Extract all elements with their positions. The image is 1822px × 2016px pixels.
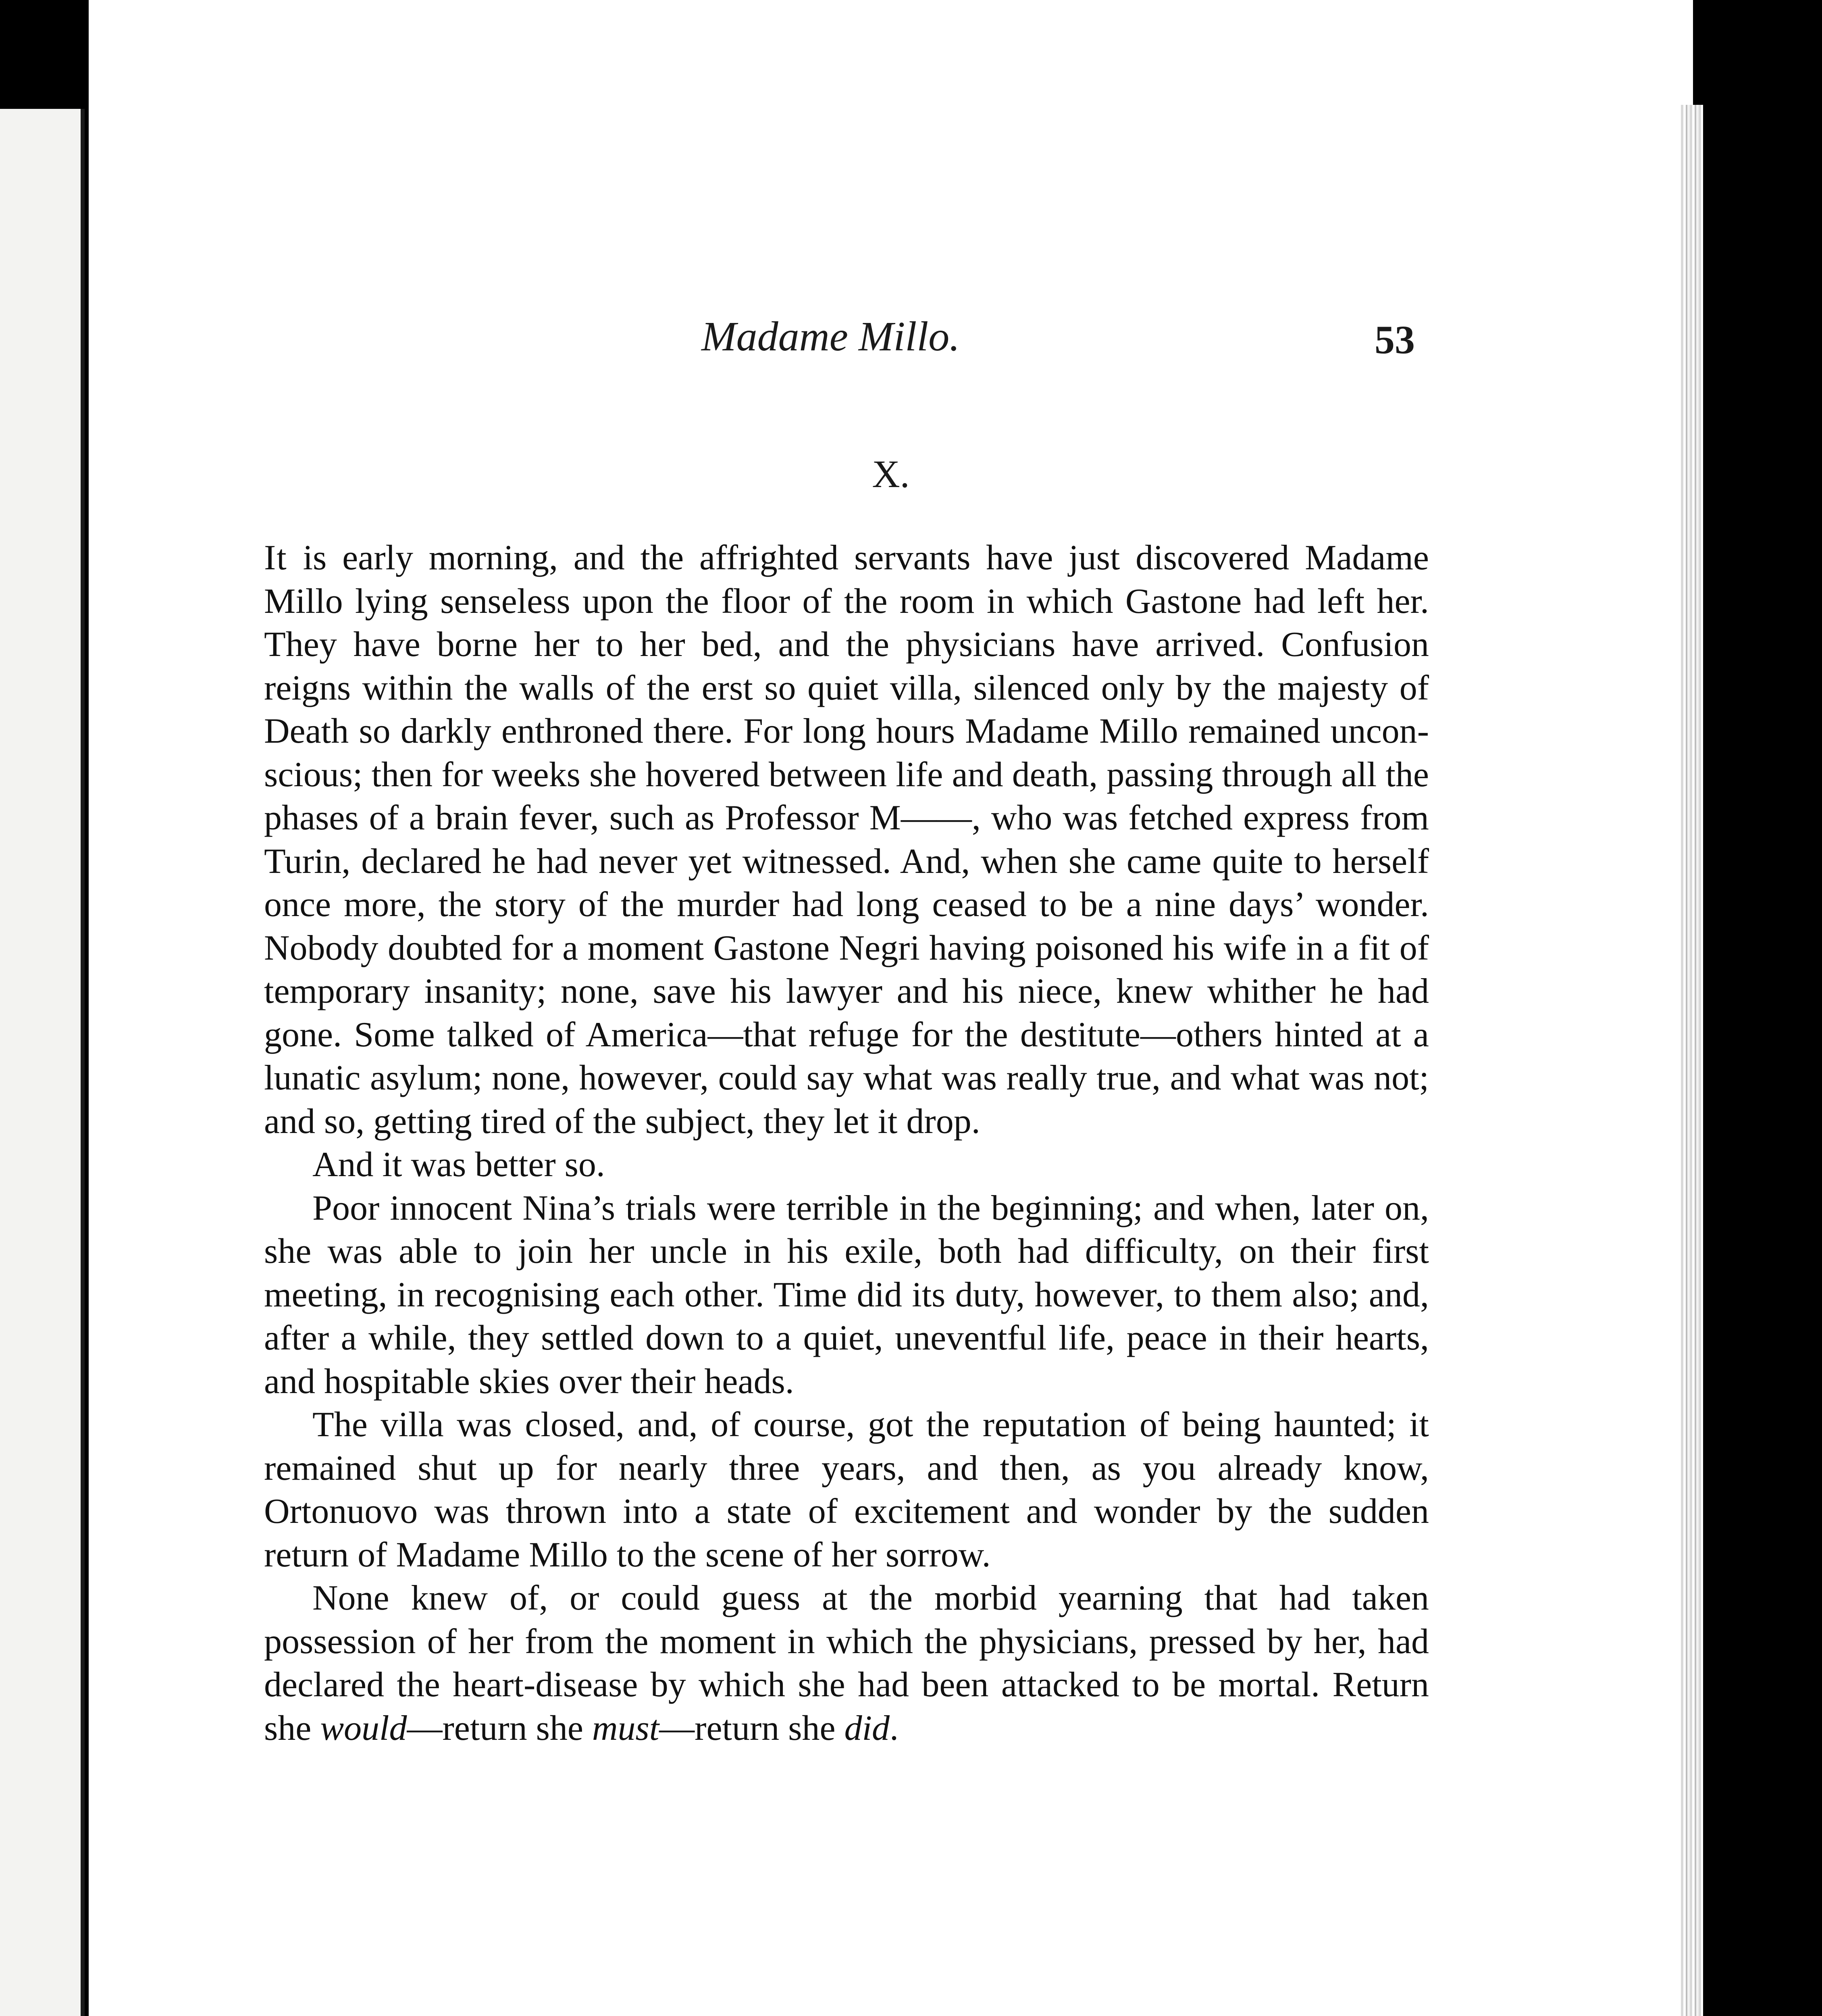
- running-head: Madame Millo.: [701, 313, 960, 360]
- facing-page-edge: [0, 109, 85, 2016]
- small-caps-opening: [264, 538, 287, 577]
- emphasis-would: would: [320, 1708, 407, 1748]
- paragraph: [264, 536, 1429, 1143]
- paragraph-text: —return she: [659, 1708, 844, 1748]
- paragraph: Poor innocent Nina’s trials were terrible in the beginning; and when, later on, she was able to join her uncle in his exile, both had difficulty, on their first meeting, in recognising each other. Time did its duty, however, to them also; and, after a while, they settled down to a quiet, uneventful life, peace in their hearts, and hospitable skies over their heads.: [264, 1188, 1429, 1401]
- page-number: 53: [1375, 317, 1415, 362]
- section-x-text: [264, 536, 1429, 1750]
- paragraph-text: .: [890, 1708, 899, 1748]
- drop-word: It: [264, 538, 287, 577]
- paragraph: The villa was closed, and, of course, got the reputation of being haunted; it remained shut up for nearly three years, and then, as you already know, Ortonuovo was thrown into a state of excitement and wonder by the sudden return of Madame Millo to the scene of her sorrow.: [264, 1405, 1429, 1574]
- emphasis-must: must: [592, 1708, 659, 1748]
- emphasis-did: did: [844, 1708, 890, 1748]
- paragraph-text: is early morning, and the affrighted servants have just discovered Madame Millo lying senseless upon the floor of the room in which Gastone had left her. They have borne her to her bed, and the physicians have arrived. Confusion reigns within the walls of the erst so quiet villa, silenced only by the majesty of Death so darkly enthroned there. For long hours Madame Millo remained unconscious; then for weeks she hovered between life and death, passing through all the phases of a brain fever, such as Professor M——, who was fetched express from Turin, declared he had never yet witnessed. And, when she came quite to herself once more, the story of the murder had long ceased to be a nine days’ wonder. Nobody doubted for a moment Gastone Negri having poisoned his wife in a fit of temporary insanity; none, save his lawyer and his niece, knew whither he had gone. Some talked of America—that refuge for the destitute—others hinted at a lunatic asylum; none, however, could say what was really true, and what was not; and so, getting tired of the subject, they let it drop.: [264, 538, 1429, 1141]
- page-stack-edge: [1681, 105, 1703, 2016]
- paragraph: [264, 1577, 1429, 1750]
- paragraph-text: None knew of, or could guess at the morbid yearning that had taken possession of her from the moment in which the physicians, pressed by her, had declared the heart-disease by which she had been attacked to be mortal. Return she: [264, 1579, 1429, 1748]
- paragraph: And it was better so.: [312, 1145, 605, 1184]
- section-heading-x: X.: [872, 452, 910, 496]
- paragraph-text: —return she: [407, 1708, 592, 1748]
